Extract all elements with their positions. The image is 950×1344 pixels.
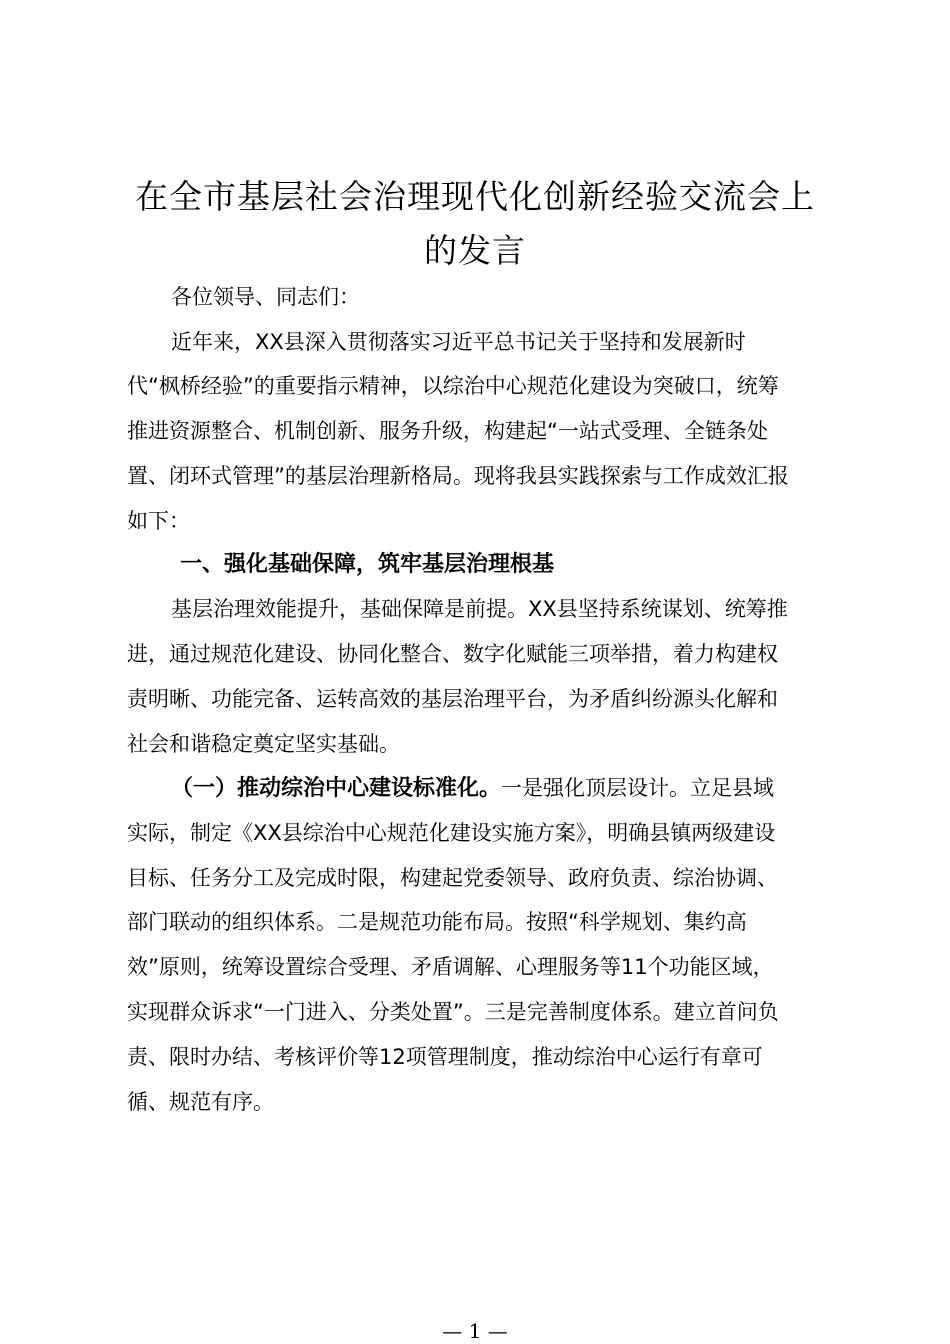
- intro-line-1: 近年来，XX县深入贯彻落实习近平总书记关于坚持和发展新时: [171, 330, 746, 354]
- title-line-1: 在全市基层社会治理现代化创新经验交流会上: [135, 177, 815, 216]
- intro-line-3: 推进资源整合、机制创新、服务升级，构建起“一站式受理、全链条处: [127, 419, 768, 443]
- title-line-2: 的发言: [424, 231, 526, 270]
- subsection-1-first-line: [171, 773, 774, 804]
- section-1-line-2: 进，通过规范化建设、协同化整合、数字化赋能三项举措，着力构建权: [127, 642, 778, 666]
- section-1-line-1: 基层治理效能提升，基础保障是前提。XX县坚持系统谋划、统筹推: [171, 597, 788, 621]
- intro-line-4: 置、闭环式管理”的基层治理新格局。现将我县实践探索与工作成效汇报: [127, 464, 789, 488]
- subsection-1-line-6: 实现群众诉求“一门进入、分类处置”。三是完善制度体系。建立首问负: [127, 1000, 779, 1024]
- subsection-1-line-4: 部门联动的组织体系。二是规范功能布局。按照“科学规划、集约高: [127, 910, 747, 934]
- subsection-1-line-7: 责、限时办结、考核评价等12项管理制度，推动综治中心运行有章可: [127, 1045, 763, 1069]
- subsection-1-line-5: 效”原则，统筹设置综合受理、矛盾调解、心理服务等11个功能区域，: [127, 955, 774, 979]
- subsection-1-line-3: 目标、任务分工及完成时限，构建起党委领导、政府负责、综治协调、: [127, 866, 778, 890]
- intro-line-5: 如下：: [127, 509, 190, 533]
- greeting: 各位领导、同志们：: [171, 285, 360, 309]
- section-1-line-3: 责明晰、功能完备、运转高效的基层治理平台，为矛盾纠纷源头化解和: [127, 687, 778, 711]
- page-number: — 1 —: [442, 1319, 508, 1343]
- subsection-1-first-line-rest: 一是强化顶层设计。立足县域: [501, 776, 775, 800]
- document-title: [110, 170, 840, 278]
- section-1-heading: 一、强化基础保障，筑牢基层治理根基: [180, 552, 555, 577]
- subsection-1-heading: （一）推动综治中心建设标准化。: [171, 776, 502, 801]
- section-1-line-4: 社会和谐稳定奠定坚实基础。: [127, 732, 400, 756]
- subsection-1-line-2: 实际，制定《XX县综治中心规范化建设实施方案》，明确县镇两级建设: [127, 821, 776, 845]
- subsection-1-line-8: 循、规范有序。: [127, 1090, 274, 1114]
- intro-line-2: 代“枫桥经验”的重要指示精神，以综治中心规范化建设为突破口，统筹: [127, 374, 779, 398]
